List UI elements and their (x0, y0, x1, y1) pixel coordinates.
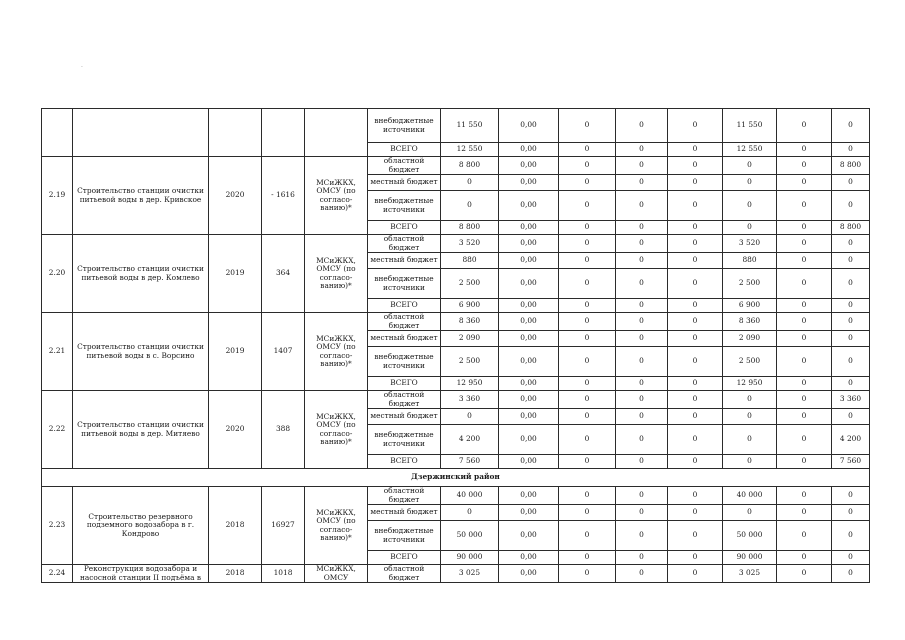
value-cell: 0 (668, 313, 723, 331)
funding-source: областной бюджет (368, 391, 441, 409)
value-cell: 0 (616, 299, 668, 313)
value-cell: 3 025 (723, 565, 777, 583)
value-cell: 0,00 (499, 191, 559, 221)
value-cell: 0 (777, 551, 832, 565)
value-cell: 0 (777, 269, 832, 299)
value-cell: 6 900 (441, 299, 499, 313)
value-cell: 0 (668, 505, 723, 521)
value-cell: 0 (668, 377, 723, 391)
value-cell: 0 (441, 409, 499, 425)
value-cell: 0 (832, 551, 870, 565)
funding-source: ВСЕГО (368, 377, 441, 391)
value-cell: 0,00 (499, 455, 559, 469)
item-responsible: МСиЖКХ, ОМСУ (по согласо-ванию)* (305, 313, 368, 391)
value-cell: 0 (777, 505, 832, 521)
value-cell: 7 560 (441, 455, 499, 469)
value-cell: 0 (559, 109, 616, 143)
value-cell: 0 (559, 521, 616, 551)
value-cell: 0 (832, 235, 870, 253)
value-cell: 0 (832, 175, 870, 191)
value-cell: 0 (441, 505, 499, 521)
value-cell: 0 (668, 299, 723, 313)
item-name: Строительство станции очистки питьевой воды в дер. Митяево (73, 391, 209, 469)
funding-source: внебюджетные источники (368, 269, 441, 299)
value-cell: 0 (668, 269, 723, 299)
value-cell: 0 (777, 487, 832, 505)
value-cell: 0,00 (499, 253, 559, 269)
scan-speck: . (81, 62, 83, 69)
value-cell: 0 (777, 347, 832, 377)
value-cell: 0 (559, 221, 616, 235)
value-cell: 0 (668, 221, 723, 235)
value-cell: 0 (668, 551, 723, 565)
funding-source: внебюджетные источники (368, 521, 441, 551)
item-responsible: МСиЖКХ, ОМСУ (305, 565, 368, 583)
value-cell: 0,00 (499, 235, 559, 253)
value-cell: 0 (832, 409, 870, 425)
value-cell: 0 (832, 143, 870, 157)
value-cell: 0 (668, 331, 723, 347)
value-cell: 0 (559, 505, 616, 521)
section-title: Дзержинский район (42, 469, 870, 487)
value-cell: 0 (559, 331, 616, 347)
value-cell: 0 (616, 269, 668, 299)
value-cell: 8 800 (441, 157, 499, 175)
value-cell: 0,00 (499, 487, 559, 505)
item-code: 388 (262, 391, 305, 469)
value-cell: 0 (616, 425, 668, 455)
code-cell (262, 109, 305, 157)
item-name: Строительство станции очистки питьевой воды в дер. Комлево (73, 235, 209, 313)
value-cell: 0,00 (499, 391, 559, 409)
value-cell: 0 (832, 253, 870, 269)
value-cell: 0,00 (499, 551, 559, 565)
item-code: 1407 (262, 313, 305, 391)
value-cell: 0,00 (499, 157, 559, 175)
item-year: 2019 (209, 235, 262, 313)
value-cell: 0 (559, 157, 616, 175)
value-cell: 0 (832, 313, 870, 331)
value-cell: 0 (616, 191, 668, 221)
item-code: - 1616 (262, 157, 305, 235)
value-cell: 0 (616, 331, 668, 347)
table-row (42, 391, 870, 409)
value-cell: 12 550 (723, 143, 777, 157)
value-cell: 0 (777, 565, 832, 583)
value-cell: 0 (723, 425, 777, 455)
value-cell: 0 (777, 331, 832, 347)
value-cell: 0,00 (499, 109, 559, 143)
value-cell: 0 (616, 175, 668, 191)
num-cell (42, 109, 73, 157)
item-number: 2.22 (42, 391, 73, 469)
value-cell: 3 025 (441, 565, 499, 583)
value-cell: 0 (777, 235, 832, 253)
value-cell: 8 360 (441, 313, 499, 331)
value-cell: 0 (616, 235, 668, 253)
value-cell: 0 (723, 455, 777, 469)
value-cell: 0 (559, 143, 616, 157)
value-cell: 0,00 (499, 143, 559, 157)
value-cell: 0 (668, 455, 723, 469)
value-cell: 0,00 (499, 299, 559, 313)
value-cell: 0 (668, 235, 723, 253)
item-year: 2018 (209, 487, 262, 565)
value-cell: 0 (832, 109, 870, 143)
table-row (42, 109, 870, 143)
funding-source: внебюджетные источники (368, 425, 441, 455)
value-cell: 0 (559, 347, 616, 377)
value-cell: 8 800 (832, 157, 870, 175)
funding-source: областной бюджет (368, 157, 441, 175)
value-cell: 0 (777, 299, 832, 313)
value-cell: 0 (777, 175, 832, 191)
value-cell: 0 (777, 157, 832, 175)
value-cell: 0 (777, 409, 832, 425)
value-cell: 0 (559, 455, 616, 469)
value-cell: 0 (777, 221, 832, 235)
item-code: 1018 (262, 565, 305, 583)
item-year: 2019 (209, 313, 262, 391)
funding-source: областной бюджет (368, 235, 441, 253)
funding-source: местный бюджет (368, 253, 441, 269)
value-cell: 0,00 (499, 221, 559, 235)
funding-source: внебюджетные источники (368, 191, 441, 221)
table-row (42, 565, 870, 583)
value-cell: 0,00 (499, 331, 559, 347)
value-cell: 0 (723, 409, 777, 425)
responsible-cell (305, 109, 368, 157)
item-year: 2020 (209, 391, 262, 469)
value-cell: 0 (616, 157, 668, 175)
value-cell: 8 360 (723, 313, 777, 331)
value-cell: 40 000 (441, 487, 499, 505)
value-cell: 3 520 (723, 235, 777, 253)
value-cell: 2 500 (723, 269, 777, 299)
value-cell: 0 (616, 221, 668, 235)
value-cell: 0,00 (499, 269, 559, 299)
value-cell: 4 200 (832, 425, 870, 455)
value-cell: 0 (559, 487, 616, 505)
value-cell: 0 (668, 157, 723, 175)
value-cell: 0 (777, 313, 832, 331)
funding-source: местный бюджет (368, 409, 441, 425)
value-cell: 2 090 (723, 331, 777, 347)
item-name: Строительство резервного подземного водозабора в г. Кондрово (73, 487, 209, 565)
value-cell: 0 (723, 391, 777, 409)
value-cell: 50 000 (723, 521, 777, 551)
funding-source: областной бюджет (368, 313, 441, 331)
value-cell: 0 (723, 175, 777, 191)
value-cell: 8 800 (441, 221, 499, 235)
value-cell: 0 (668, 143, 723, 157)
funding-source: областной бюджет (368, 487, 441, 505)
value-cell: 880 (723, 253, 777, 269)
value-cell: 0 (559, 391, 616, 409)
value-cell: 0 (668, 191, 723, 221)
value-cell: 11 550 (441, 109, 499, 143)
value-cell: 0 (668, 109, 723, 143)
value-cell: 0 (559, 235, 616, 253)
value-cell: 0 (777, 391, 832, 409)
value-cell: 0 (668, 391, 723, 409)
name-cell (73, 109, 209, 157)
value-cell: 0 (832, 299, 870, 313)
section-row (42, 469, 870, 487)
value-cell: 0,00 (499, 521, 559, 551)
value-cell: 90 000 (723, 551, 777, 565)
table-row (42, 487, 870, 505)
value-cell: 0 (559, 425, 616, 455)
funding-source: ВСЕГО (368, 299, 441, 313)
value-cell: 0 (668, 487, 723, 505)
value-cell: 12 950 (441, 377, 499, 391)
value-cell: 2 090 (441, 331, 499, 347)
value-cell: 7 560 (832, 455, 870, 469)
source-cell: ВСЕГО (368, 143, 441, 157)
value-cell: 0 (559, 551, 616, 565)
item-name: Строительство станции очистки питьевой воды в дер. Кривское (73, 157, 209, 235)
value-cell: 0 (832, 505, 870, 521)
value-cell: 6 900 (723, 299, 777, 313)
value-cell: 2 500 (723, 347, 777, 377)
value-cell: 0 (668, 175, 723, 191)
value-cell: 0 (616, 143, 668, 157)
item-code: 16927 (262, 487, 305, 565)
funding-source: местный бюджет (368, 505, 441, 521)
value-cell: 8 800 (832, 221, 870, 235)
value-cell: 0,00 (499, 313, 559, 331)
item-year: 2020 (209, 157, 262, 235)
funding-source: ВСЕГО (368, 551, 441, 565)
value-cell: 0 (616, 409, 668, 425)
value-cell: 0 (616, 109, 668, 143)
value-cell: 0 (832, 347, 870, 377)
value-cell: 0 (723, 505, 777, 521)
value-cell: 0 (668, 347, 723, 377)
value-cell: 0 (559, 253, 616, 269)
value-cell: 0 (777, 521, 832, 551)
value-cell: 0 (559, 175, 616, 191)
item-responsible: МСиЖКХ, ОМСУ (по согласо-ванию)* (305, 235, 368, 313)
value-cell: 0 (559, 299, 616, 313)
value-cell: 4 200 (441, 425, 499, 455)
value-cell: 40 000 (723, 487, 777, 505)
value-cell: 3 360 (832, 391, 870, 409)
value-cell: 0 (832, 565, 870, 583)
value-cell: 0 (559, 269, 616, 299)
value-cell: 0 (723, 157, 777, 175)
funding-source: ВСЕГО (368, 455, 441, 469)
value-cell: 0 (777, 455, 832, 469)
value-cell: 0 (832, 521, 870, 551)
value-cell: 880 (441, 253, 499, 269)
value-cell: 2 500 (441, 269, 499, 299)
value-cell: 0 (832, 377, 870, 391)
value-cell: 0 (616, 565, 668, 583)
table-row (42, 157, 870, 175)
value-cell: 0 (559, 313, 616, 331)
value-cell: 0 (559, 191, 616, 221)
value-cell: 12 550 (441, 143, 499, 157)
value-cell: 0 (777, 253, 832, 269)
value-cell: 0 (616, 391, 668, 409)
value-cell: 0 (777, 377, 832, 391)
value-cell: 0 (668, 409, 723, 425)
funding-source: областной бюджет (368, 565, 441, 583)
value-cell: 11 550 (723, 109, 777, 143)
value-cell: 0 (616, 347, 668, 377)
item-number: 2.19 (42, 157, 73, 235)
value-cell: 0 (668, 253, 723, 269)
value-cell: 0 (777, 425, 832, 455)
value-cell: 3 360 (441, 391, 499, 409)
item-number: 2.20 (42, 235, 73, 313)
value-cell: 0 (616, 313, 668, 331)
item-name: Строительство станции очистки питьевой воды в с. Ворсино (73, 313, 209, 391)
item-number: 2.24 (42, 565, 73, 583)
item-responsible: МСиЖКХ, ОМСУ (по согласо-ванию)* (305, 487, 368, 565)
item-number: 2.23 (42, 487, 73, 565)
item-number: 2.21 (42, 313, 73, 391)
value-cell: 90 000 (441, 551, 499, 565)
item-responsible: МСиЖКХ, ОМСУ (по согласо-ванию)* (305, 391, 368, 469)
value-cell: 0 (616, 521, 668, 551)
value-cell: 0 (616, 377, 668, 391)
funding-source: ВСЕГО (368, 221, 441, 235)
value-cell: 0 (777, 109, 832, 143)
value-cell: 0 (777, 143, 832, 157)
value-cell: 0,00 (499, 425, 559, 455)
value-cell: 0 (668, 521, 723, 551)
value-cell: 0 (616, 253, 668, 269)
value-cell: 0 (559, 409, 616, 425)
value-cell: 0 (832, 331, 870, 347)
value-cell: 0 (723, 191, 777, 221)
table-row (42, 313, 870, 331)
source-cell: внебюджетные источники (368, 109, 441, 143)
value-cell: 0,00 (499, 175, 559, 191)
value-cell: 0,00 (499, 409, 559, 425)
budget-table (41, 108, 870, 583)
value-cell: 2 500 (441, 347, 499, 377)
year-cell (209, 109, 262, 157)
value-cell: 0,00 (499, 377, 559, 391)
value-cell: 0 (616, 487, 668, 505)
value-cell: 3 520 (441, 235, 499, 253)
value-cell: 0,00 (499, 347, 559, 377)
funding-source: местный бюджет (368, 175, 441, 191)
funding-source: местный бюджет (368, 331, 441, 347)
value-cell: 0 (616, 455, 668, 469)
table-row (42, 235, 870, 253)
value-cell: 0 (616, 551, 668, 565)
item-code: 364 (262, 235, 305, 313)
value-cell: 0,00 (499, 565, 559, 583)
value-cell: 0 (723, 221, 777, 235)
value-cell: 0 (616, 505, 668, 521)
value-cell: 0 (559, 377, 616, 391)
value-cell: 0 (441, 191, 499, 221)
value-cell: 0 (777, 191, 832, 221)
value-cell: 0 (668, 425, 723, 455)
value-cell: 50 000 (441, 521, 499, 551)
value-cell: 0 (832, 269, 870, 299)
value-cell: 0 (832, 487, 870, 505)
value-cell: 12 950 (723, 377, 777, 391)
item-responsible: МСиЖКХ, ОМСУ (по согласо-ванию)* (305, 157, 368, 235)
value-cell: 0 (668, 565, 723, 583)
item-year: 2018 (209, 565, 262, 583)
value-cell: 0 (441, 175, 499, 191)
value-cell: 0 (559, 565, 616, 583)
value-cell: 0 (832, 191, 870, 221)
value-cell: 0,00 (499, 505, 559, 521)
item-name: Реконструкция водозабора и насосной станции II подъёма в (73, 565, 209, 583)
funding-source: внебюджетные источники (368, 347, 441, 377)
